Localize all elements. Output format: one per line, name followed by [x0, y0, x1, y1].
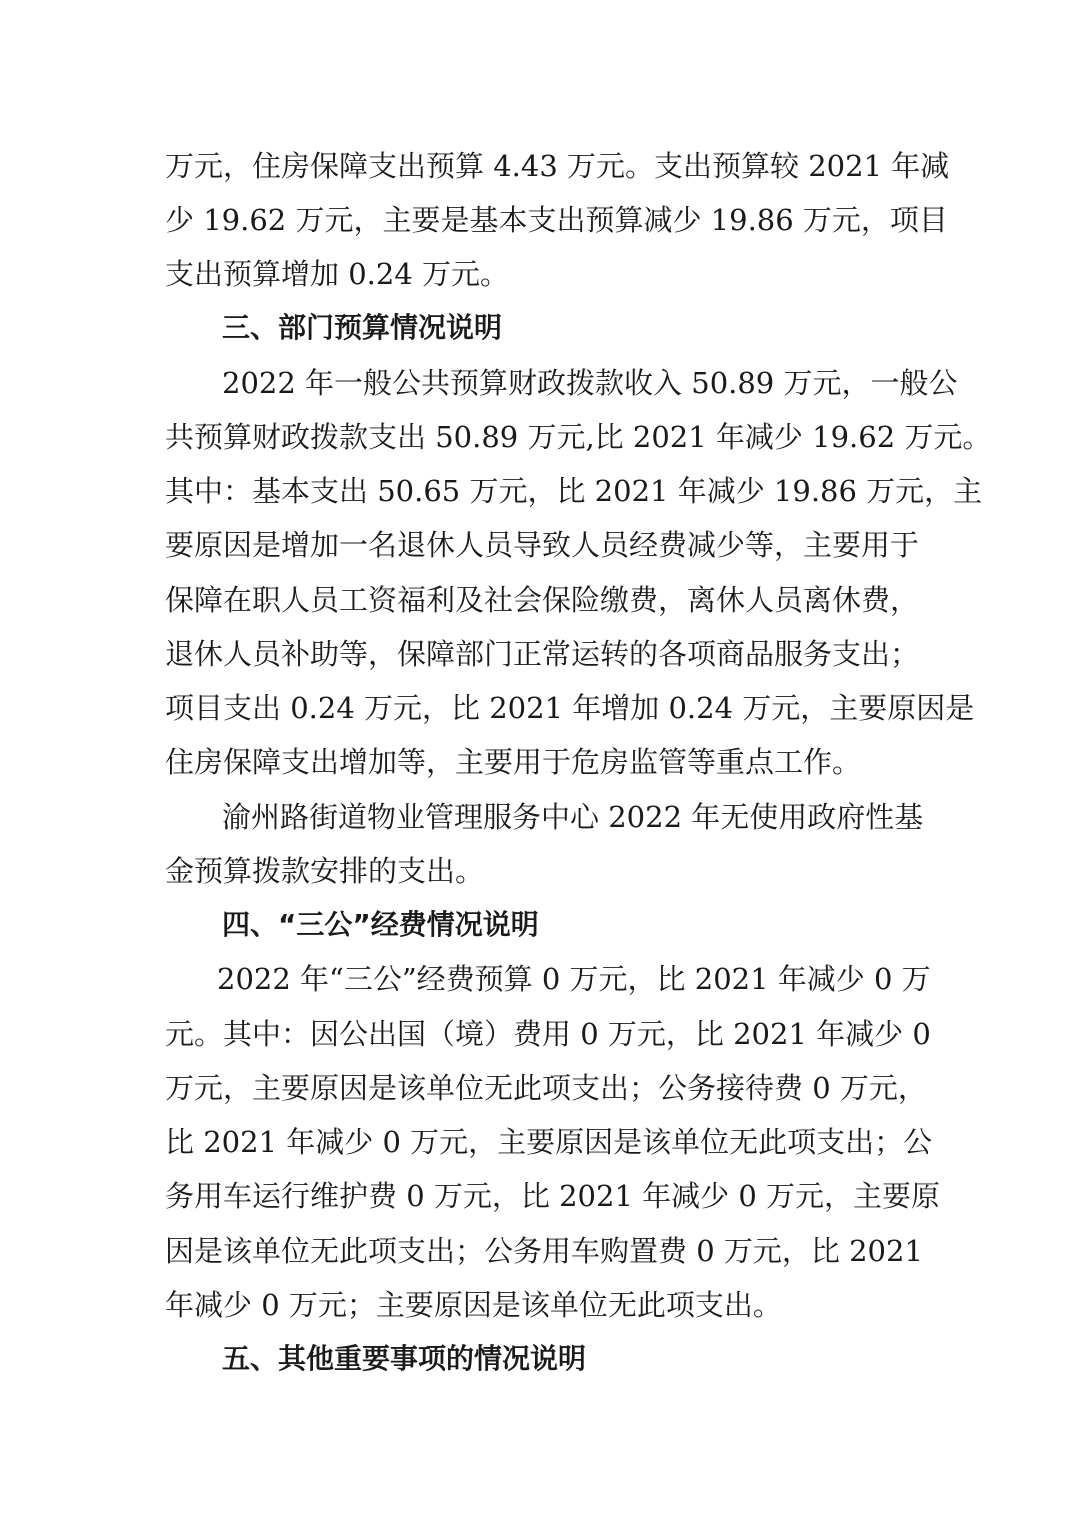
- body-text-line: 比 2021 年减少 0 万元，主要原因是该单位无此项支出；公: [165, 1125, 933, 1159]
- body-text-line: 务用车运行维护费 0 万元，比 2021 年减少 0 万元，主要原: [165, 1179, 941, 1213]
- section-heading-3: 三、部门预算情况说明: [222, 311, 503, 344]
- body-text-line: 元。其中：因公出国（境）费用 0 万元，比 2021 年减少 0: [165, 1017, 931, 1051]
- body-text-line: 2022 年“三公”经费预算 0 万元，比 2021 年减少 0 万: [217, 962, 931, 996]
- body-text-line: 支出预算增加 0.24 万元。: [165, 257, 510, 291]
- body-text-line: 万元，住房保障支出预算 4.43 万元。支出预算较 2021 年减: [165, 149, 950, 183]
- body-text-line: 共预算财政拨款支出 50.89 万元,比 2021 年减少 19.62 万元。: [165, 420, 992, 454]
- section-heading-5: 五、其他重要事项的情况说明: [222, 1342, 587, 1375]
- body-text-line: 项目支出 0.24 万元，比 2021 年增加 0.24 万元，主要原因是: [165, 691, 975, 725]
- body-text-line: 万元，主要原因是该单位无此项支出；公务接待费 0 万元，: [165, 1071, 927, 1105]
- body-text-line: 渝州路街道物业管理服务中心 2022 年无使用政府性基: [222, 800, 924, 834]
- body-text-line: 其中：基本支出 50.65 万元，比 2021 年减少 19.86 万元，主: [165, 474, 983, 508]
- body-text-line: 金预算拨款安排的支出。: [165, 854, 485, 888]
- body-text-line: 少 19.62 万元，主要是基本支出预算减少 19.86 万元，项目: [165, 203, 948, 237]
- body-text-line: 住房保障支出增加等，主要用于危房监管等重点工作。: [165, 745, 862, 779]
- body-text-line: 2022 年一般公共预算财政拨款收入 50.89 万元，一般公: [222, 366, 958, 400]
- section-heading-4: 四、“三公”经费情况说明: [222, 908, 539, 941]
- body-text-line: 要原因是增加一名退休人员导致人员经费减少等，主要用于: [165, 528, 920, 562]
- body-text-line: 退休人员补助等，保障部门正常运转的各项商品服务支出；: [165, 637, 920, 671]
- body-text-line: 因是该单位无此项支出；公务用车购置费 0 万元，比 2021: [165, 1234, 923, 1268]
- body-text-line: 保障在职人员工资福利及社会保险缴费，离休人员离休费，: [165, 583, 920, 617]
- body-text-line: 年减少 0 万元；主要原因是该单位无此项支出。: [165, 1288, 782, 1322]
